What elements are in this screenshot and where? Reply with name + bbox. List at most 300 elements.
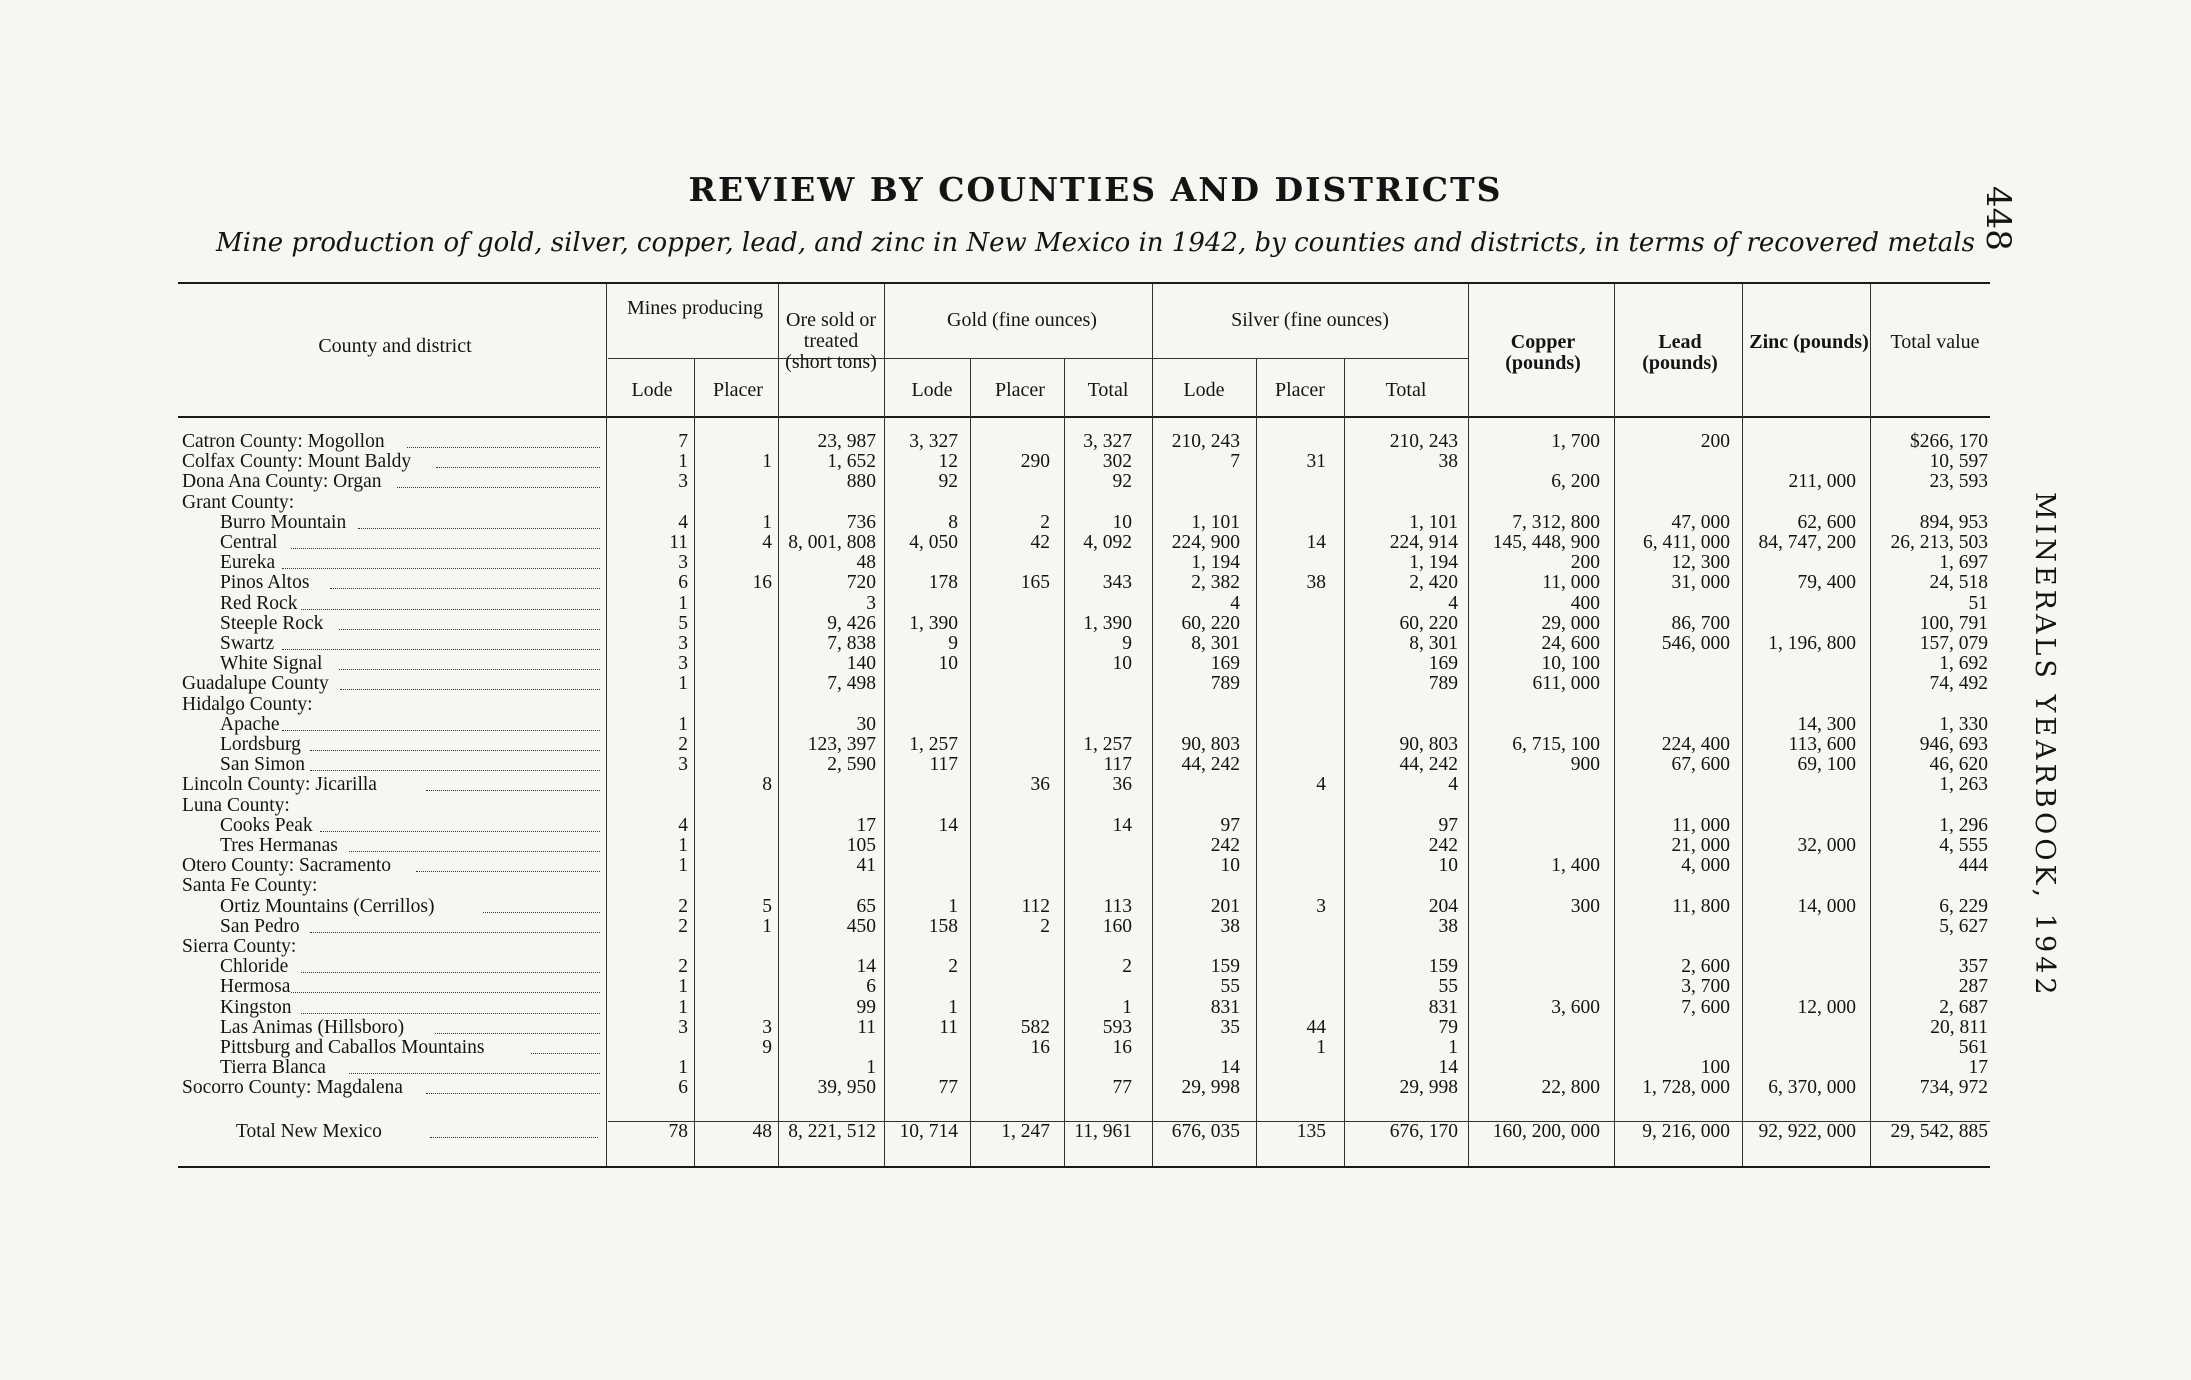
cell-ore: 3 <box>866 592 876 614</box>
cell-gold-total: 302 <box>1102 451 1132 473</box>
cell-ore: 7, 838 <box>827 633 876 654</box>
district-name: San Pedro <box>220 915 300 937</box>
district-name: Swartz <box>220 633 275 654</box>
cell-zinc: 69, 100 <box>1797 754 1856 776</box>
cell-mines-lode: 2 <box>678 895 688 917</box>
page-number: 448 <box>1978 186 2018 251</box>
district-name: Chloride <box>220 956 289 978</box>
cell-ore: 736 <box>846 511 876 533</box>
district-name: Kingston <box>220 996 292 1018</box>
cell-silver-placer: 44 <box>1306 1016 1326 1038</box>
cell-zinc: 1, 196, 800 <box>1768 633 1856 654</box>
cell-lead: 1, 728, 000 <box>1642 1077 1730 1099</box>
district-name: Tres Hermanas <box>220 835 338 856</box>
cell-copper: 10, 100 <box>1541 653 1600 675</box>
cell-mines-lode: 3 <box>678 552 688 574</box>
cell-ore: 41 <box>856 855 876 877</box>
cell-mines-lode: 3 <box>678 471 688 493</box>
cell-silver-lode: 8, 301 <box>1191 633 1240 654</box>
cell-zinc: 211, 000 <box>1788 471 1856 493</box>
cell-mines-lode: 5 <box>678 612 688 634</box>
cell-mines-lode: 1 <box>678 1057 688 1079</box>
cell-zinc: 6, 370, 000 <box>1768 1077 1856 1099</box>
total-cell-silver-total: 676, 170 <box>1389 1121 1458 1142</box>
cell-silver-lode: 44, 242 <box>1181 754 1240 776</box>
cell-mines-lode: 3 <box>678 1016 688 1038</box>
cell-mines-lode: 3 <box>678 754 688 776</box>
district-name: Pittsburg and Caballos Mountains <box>220 1037 485 1058</box>
cell-mines-placer: 8 <box>762 774 772 796</box>
district-name: Lincoln County: Jicarilla <box>182 774 377 796</box>
cell-silver-lode: 60, 220 <box>1181 612 1240 634</box>
header-silver-lode: Lode <box>1183 379 1225 401</box>
cell-copper: 1, 400 <box>1551 855 1600 877</box>
cell-silver-total: 38 <box>1438 451 1458 473</box>
cell-silver-total: 14 <box>1438 1057 1458 1079</box>
cell-total-value: 1, 296 <box>1939 814 1988 836</box>
cell-gold-total: 2 <box>1122 956 1132 978</box>
cell-gold-total: 16 <box>1112 1037 1132 1058</box>
district-name: Lordsburg <box>220 734 301 755</box>
header-bottom-rule <box>178 416 1990 418</box>
cell-ore: 14 <box>856 956 876 978</box>
cell-ore: 720 <box>846 572 876 594</box>
cell-mines-lode: 6 <box>678 1077 688 1099</box>
cell-total-value: $266, 170 <box>1910 431 1988 452</box>
header-total-value: Total value <box>1890 331 1980 353</box>
cell-gold-lode: 117 <box>929 754 958 776</box>
cell-silver-total: 8, 301 <box>1409 633 1458 654</box>
cell-gold-total: 92 <box>1112 471 1132 493</box>
cell-gold-lode: 2 <box>948 956 958 978</box>
total-cell-silver-placer: 135 <box>1296 1121 1326 1142</box>
cell-gold-lode: 9 <box>948 633 958 654</box>
cell-lead: 3, 700 <box>1681 976 1730 998</box>
cell-ore: 17 <box>856 814 876 836</box>
cell-silver-lode: 159 <box>1210 956 1240 978</box>
county-heading: Hidalgo County: <box>182 693 313 715</box>
cell-ore: 39, 950 <box>817 1077 876 1099</box>
cell-silver-total: 79 <box>1438 1016 1458 1038</box>
cell-total-value: 100, 791 <box>1919 612 1988 634</box>
header-gold-placer: Placer <box>995 379 1045 401</box>
cell-gold-placer: 290 <box>1020 451 1050 473</box>
cell-lead: 7, 600 <box>1681 996 1730 1018</box>
cell-gold-total: 77 <box>1112 1077 1132 1099</box>
district-name: Tierra Blanca <box>220 1057 326 1079</box>
cell-total-value: 26, 213, 503 <box>1890 532 1988 553</box>
cell-gold-lode: 178 <box>928 572 958 594</box>
cell-silver-total: 242 <box>1428 835 1458 856</box>
district-name: Las Animas (Hillsboro) <box>220 1016 405 1038</box>
cell-total-value: 5, 627 <box>1939 915 1988 937</box>
cell-gold-placer: 112 <box>1021 895 1050 917</box>
total-cell-mines-placer: 48 <box>752 1121 772 1142</box>
cell-zinc: 79, 400 <box>1797 572 1856 594</box>
cell-ore: 65 <box>856 895 876 917</box>
district-name: Dona Ana County: Organ <box>182 471 382 493</box>
cell-ore: 8, 001, 808 <box>788 532 876 553</box>
cell-mines-lode: 2 <box>678 734 688 755</box>
total-cell-total-value: 29, 542, 885 <box>1890 1121 1988 1142</box>
cell-total-value: 357 <box>1958 956 1988 978</box>
header-mines-placer: Placer <box>713 379 763 401</box>
cell-total-value: 444 <box>1958 855 1988 877</box>
cell-silver-lode: 224, 900 <box>1171 532 1240 553</box>
cell-silver-lode: 7 <box>1230 451 1240 473</box>
cell-silver-total: 831 <box>1428 996 1458 1018</box>
cell-ore: 30 <box>856 713 876 735</box>
cell-silver-total: 1, 194 <box>1409 552 1458 574</box>
header-mines-lode: Lode <box>631 379 673 401</box>
district-name: Ortiz Mountains (Cerrillos) <box>220 895 435 917</box>
page-title: REVIEW BY COUNTIES AND DISTRICTS <box>688 170 1503 209</box>
cell-silver-total: 29, 998 <box>1399 1077 1458 1099</box>
cell-mines-lode: 1 <box>678 855 688 877</box>
cell-gold-total: 1, 390 <box>1083 612 1132 634</box>
cell-silver-total: 159 <box>1428 956 1458 978</box>
cell-ore: 99 <box>856 996 876 1018</box>
cell-gold-lode: 1, 257 <box>909 734 958 755</box>
cell-gold-lode: 1 <box>948 895 958 917</box>
cell-lead: 12, 300 <box>1671 552 1730 574</box>
cell-gold-lode: 3, 327 <box>909 431 958 452</box>
cell-ore: 140 <box>846 653 876 675</box>
cell-gold-lode: 92 <box>938 471 958 493</box>
cell-mines-placer: 1 <box>762 511 772 533</box>
district-name: Burro Mountain <box>220 511 347 533</box>
cell-lead: 224, 400 <box>1661 734 1730 755</box>
cell-total-value: 6, 229 <box>1939 895 1988 917</box>
cell-copper: 3, 600 <box>1551 996 1600 1018</box>
cell-mines-placer: 4 <box>762 532 772 553</box>
district-name: Catron County: Mogollon <box>182 431 385 452</box>
cell-copper: 29, 000 <box>1541 612 1600 634</box>
cell-mines-lode: 3 <box>678 653 688 675</box>
total-cell-ore: 8, 221, 512 <box>788 1121 876 1142</box>
cell-total-value: 46, 620 <box>1929 754 1988 776</box>
cell-total-value: 20, 811 <box>1930 1016 1988 1038</box>
cell-copper: 400 <box>1570 592 1600 614</box>
cell-silver-placer: 38 <box>1306 572 1326 594</box>
cell-lead: 4, 000 <box>1681 855 1730 877</box>
cell-ore: 880 <box>846 471 876 493</box>
header-silver-placer: Placer <box>1275 379 1325 401</box>
district-name: Guadalupe County <box>182 673 329 695</box>
cell-total-value: 24, 518 <box>1929 572 1988 594</box>
cell-gold-total: 117 <box>1103 754 1132 776</box>
cell-copper: 6, 715, 100 <box>1512 734 1600 755</box>
cell-gold-total: 36 <box>1112 774 1132 796</box>
cell-copper: 1, 700 <box>1551 431 1600 452</box>
cell-gold-total: 14 <box>1112 814 1132 836</box>
cell-mines-lode: 2 <box>678 956 688 978</box>
table-top-rule <box>178 282 1990 284</box>
cell-gold-total: 9 <box>1122 633 1132 654</box>
district-name: Pinos Altos <box>220 572 310 594</box>
cell-silver-total: 204 <box>1428 895 1458 917</box>
cell-gold-total: 113 <box>1103 895 1132 917</box>
cell-mines-lode: 4 <box>678 814 688 836</box>
cell-total-value: 946, 693 <box>1919 734 1988 755</box>
cell-gold-total: 160 <box>1102 915 1132 937</box>
county-heading: Grant County: <box>182 491 295 513</box>
cell-gold-lode: 1 <box>948 996 958 1018</box>
cell-silver-lode: 38 <box>1220 915 1240 937</box>
total-cell-gold-total: 11, 961 <box>1074 1121 1132 1142</box>
header-gold-lode: Lode <box>911 379 953 401</box>
cell-lead: 11, 000 <box>1672 814 1730 836</box>
cell-ore: 9, 426 <box>827 612 876 634</box>
cell-total-value: 1, 692 <box>1939 653 1988 675</box>
cell-gold-total: 343 <box>1102 572 1132 594</box>
cell-ore: 1 <box>866 1057 876 1079</box>
cell-mines-lode: 1 <box>678 835 688 856</box>
cell-copper: 900 <box>1570 754 1600 776</box>
district-name: Apache <box>220 713 280 735</box>
header-county: County and district <box>318 335 472 357</box>
cell-copper: 200 <box>1570 552 1600 574</box>
cell-silver-lode: 14 <box>1220 1057 1240 1079</box>
cell-gold-total: 10 <box>1112 511 1132 533</box>
cell-silver-lode: 789 <box>1210 673 1240 695</box>
cell-silver-placer: 1 <box>1316 1037 1326 1058</box>
cell-silver-total: 90, 803 <box>1399 734 1458 755</box>
cell-total-value: 561 <box>1958 1037 1988 1058</box>
cell-silver-lode: 97 <box>1220 814 1240 836</box>
cell-total-value: 4, 555 <box>1939 835 1988 856</box>
cell-mines-lode: 1 <box>678 713 688 735</box>
cell-total-value: 74, 492 <box>1929 673 1988 695</box>
cell-total-value: 23, 593 <box>1929 471 1988 493</box>
header-mines: Mines producing <box>626 297 764 319</box>
total-cell-mines-lode: 78 <box>668 1121 688 1142</box>
table-caption: Mine production of gold, silver, copper, lead, and zinc in New Mexico in 1942, by counties and districts, in terms of recovered metals <box>216 228 1975 258</box>
county-heading: Sierra County: <box>182 936 297 957</box>
district-name: Red Rock <box>220 592 298 614</box>
cell-ore: 23, 987 <box>817 431 876 452</box>
cell-mines-lode: 1 <box>678 976 688 998</box>
cell-ore: 105 <box>846 835 876 856</box>
cell-gold-placer: 165 <box>1020 572 1050 594</box>
cell-total-value: 1, 263 <box>1939 774 1988 796</box>
cell-silver-lode: 10 <box>1220 855 1240 877</box>
cell-zinc: 12, 000 <box>1797 996 1856 1018</box>
cell-total-value: 10, 597 <box>1929 451 1988 473</box>
cell-mines-lode: 11 <box>669 532 688 553</box>
cell-gold-placer: 2 <box>1040 511 1050 533</box>
cell-silver-lode: 210, 243 <box>1171 431 1240 452</box>
cell-gold-lode: 4, 050 <box>909 532 958 553</box>
cell-silver-placer: 14 <box>1306 532 1326 553</box>
cell-total-value: 157, 079 <box>1919 633 1988 654</box>
cell-copper: 145, 448, 900 <box>1492 532 1600 553</box>
cell-copper: 7, 312, 800 <box>1512 511 1600 533</box>
cell-copper: 24, 600 <box>1541 633 1600 654</box>
cell-gold-placer: 16 <box>1030 1037 1050 1058</box>
table-bottom-rule <box>178 1166 1990 1168</box>
cell-lead: 31, 000 <box>1671 572 1730 594</box>
cell-copper: 22, 800 <box>1541 1077 1600 1099</box>
cell-mines-placer: 16 <box>752 572 772 594</box>
cell-mines-lode: 7 <box>678 431 688 452</box>
cell-silver-lode: 35 <box>1220 1016 1240 1038</box>
cell-mines-lode: 6 <box>678 572 688 594</box>
cell-silver-total: 4 <box>1448 592 1458 614</box>
cell-zinc: 62, 600 <box>1797 511 1856 533</box>
district-name: Colfax County: Mount Baldy <box>182 451 412 473</box>
header-zinc: Zinc (pounds) <box>1749 331 1869 353</box>
cell-mines-lode: 1 <box>678 996 688 1018</box>
cell-gold-total: 4, 092 <box>1083 532 1132 553</box>
header-silver-total: Total <box>1385 379 1427 401</box>
cell-mines-lode: 3 <box>678 633 688 654</box>
cell-lead: 6, 411, 000 <box>1642 532 1730 553</box>
cell-gold-placer: 2 <box>1040 915 1050 937</box>
cell-silver-lode: 242 <box>1210 835 1240 856</box>
cell-ore: 11 <box>857 1016 876 1038</box>
cell-mines-placer: 3 <box>762 1016 772 1038</box>
column-divider <box>1614 284 1615 1166</box>
county-heading: Luna County: <box>182 794 290 816</box>
cell-silver-lode: 90, 803 <box>1181 734 1240 755</box>
cell-mines-lode: 4 <box>678 511 688 533</box>
cell-total-value: 1, 697 <box>1939 552 1988 574</box>
cell-total-value: 287 <box>1958 976 1988 998</box>
cell-silver-placer: 4 <box>1316 774 1326 796</box>
cell-silver-total: 210, 243 <box>1389 431 1458 452</box>
cell-zinc: 14, 000 <box>1797 895 1856 917</box>
cell-silver-total: 10 <box>1438 855 1458 877</box>
cell-total-value: 2, 687 <box>1939 996 1988 1018</box>
cell-gold-total: 593 <box>1102 1016 1132 1038</box>
cell-zinc: 84, 747, 200 <box>1758 532 1856 553</box>
cell-mines-lode: 2 <box>678 915 688 937</box>
total-cell-copper: 160, 200, 000 <box>1492 1121 1600 1142</box>
cell-silver-placer: 31 <box>1306 451 1326 473</box>
column-divider <box>1468 284 1469 1166</box>
cell-ore: 123, 397 <box>807 734 876 755</box>
cell-silver-placer: 3 <box>1316 895 1326 917</box>
cell-mines-placer: 9 <box>762 1037 772 1058</box>
cell-gold-total: 3, 327 <box>1083 431 1132 452</box>
cell-lead: 200 <box>1700 431 1730 452</box>
total-cell-zinc: 92, 922, 000 <box>1758 1121 1856 1142</box>
cell-ore: 1, 652 <box>827 451 876 473</box>
cell-gold-lode: 1, 390 <box>909 612 958 634</box>
cell-silver-total: 224, 914 <box>1389 532 1458 553</box>
district-name: Central <box>220 532 278 553</box>
cell-silver-total: 38 <box>1438 915 1458 937</box>
header-gold-total: Total <box>1087 379 1129 401</box>
cell-silver-total: 789 <box>1428 673 1458 695</box>
cell-ore: 7, 498 <box>827 673 876 695</box>
header-ore: Ore sold or treated (short tons) <box>785 309 877 373</box>
cell-silver-lode: 831 <box>1210 996 1240 1018</box>
cell-silver-total: 2, 420 <box>1409 572 1458 594</box>
total-cell-silver-lode: 676, 035 <box>1171 1121 1240 1142</box>
cell-mines-placer: 1 <box>762 451 772 473</box>
cell-silver-lode: 1, 194 <box>1191 552 1240 574</box>
district-name: Otero County: Sacramento <box>182 855 392 877</box>
cell-gold-placer: 36 <box>1030 774 1050 796</box>
cell-total-value: 51 <box>1968 592 1988 614</box>
cell-gold-placer: 42 <box>1030 532 1050 553</box>
cell-gold-lode: 10 <box>938 653 958 675</box>
cell-copper: 6, 200 <box>1551 471 1600 493</box>
cell-lead: 21, 000 <box>1671 835 1730 856</box>
district-name: Hermosa <box>220 976 291 998</box>
cell-gold-placer: 582 <box>1020 1016 1050 1038</box>
cell-gold-lode: 11 <box>939 1016 958 1038</box>
district-name: White Signal <box>220 653 323 675</box>
cell-copper: 300 <box>1570 895 1600 917</box>
cell-silver-lode: 169 <box>1210 653 1240 675</box>
cell-mines-placer: 1 <box>762 915 772 937</box>
cell-total-value: 17 <box>1968 1057 1988 1079</box>
cell-gold-total: 10 <box>1112 653 1132 675</box>
cell-gold-lode: 77 <box>938 1077 958 1099</box>
running-head: MINERALS YEARBOOK, 1942 <box>2029 492 2060 999</box>
cell-copper: 11, 000 <box>1542 572 1600 594</box>
cell-mines-lode: 1 <box>678 673 688 695</box>
cell-lead: 100 <box>1700 1057 1730 1079</box>
cell-silver-total: 1, 101 <box>1409 511 1458 533</box>
district-name: San Simon <box>220 754 306 776</box>
total-cell-gold-placer: 1, 247 <box>1001 1121 1050 1142</box>
cell-mines-lode: 1 <box>678 451 688 473</box>
cell-lead: 546, 000 <box>1661 633 1730 654</box>
cell-silver-lode: 55 <box>1220 976 1240 998</box>
cell-silver-total: 4 <box>1448 774 1458 796</box>
cell-gold-lode: 12 <box>938 451 958 473</box>
cell-ore: 450 <box>846 915 876 937</box>
cell-lead: 86, 700 <box>1671 612 1730 634</box>
cell-silver-total: 60, 220 <box>1399 612 1458 634</box>
district-name: Eureka <box>220 552 276 574</box>
cell-ore: 2, 590 <box>827 754 876 776</box>
county-heading: Santa Fe County: <box>182 875 318 897</box>
cell-silver-total: 97 <box>1438 814 1458 836</box>
cell-lead: 67, 600 <box>1671 754 1730 776</box>
header-lead: Lead (pounds) <box>1642 331 1718 374</box>
cell-silver-total: 169 <box>1428 653 1458 675</box>
cell-copper: 611, 000 <box>1532 673 1600 695</box>
cell-mines-lode: 1 <box>678 592 688 614</box>
district-name: Socorro County: Magdalena <box>182 1077 403 1099</box>
cell-silver-lode: 1, 101 <box>1191 511 1240 533</box>
cell-silver-lode: 2, 382 <box>1191 572 1240 594</box>
cell-zinc: 32, 000 <box>1797 835 1856 856</box>
cell-ore: 48 <box>856 552 876 574</box>
cell-silver-lode: 4 <box>1230 592 1240 614</box>
header-copper: Copper (pounds) <box>1505 331 1581 374</box>
cell-total-value: 1, 330 <box>1939 713 1988 735</box>
cell-silver-total: 1 <box>1448 1037 1458 1058</box>
total-cell-lead: 9, 216, 000 <box>1642 1121 1730 1142</box>
cell-silver-total: 55 <box>1438 976 1458 998</box>
total-row-label: Total New Mexico <box>236 1121 382 1142</box>
cell-total-value: 734, 972 <box>1919 1077 1988 1099</box>
cell-silver-total: 44, 242 <box>1399 754 1458 776</box>
district-name: Cooks Peak <box>220 814 313 836</box>
total-cell-gold-lode: 10, 714 <box>899 1121 958 1142</box>
cell-lead: 11, 800 <box>1672 895 1730 917</box>
cell-lead: 47, 000 <box>1671 511 1730 533</box>
district-name: Steeple Rock <box>220 612 324 634</box>
cell-total-value: 894, 953 <box>1919 511 1988 533</box>
cell-silver-lode: 201 <box>1210 895 1240 917</box>
